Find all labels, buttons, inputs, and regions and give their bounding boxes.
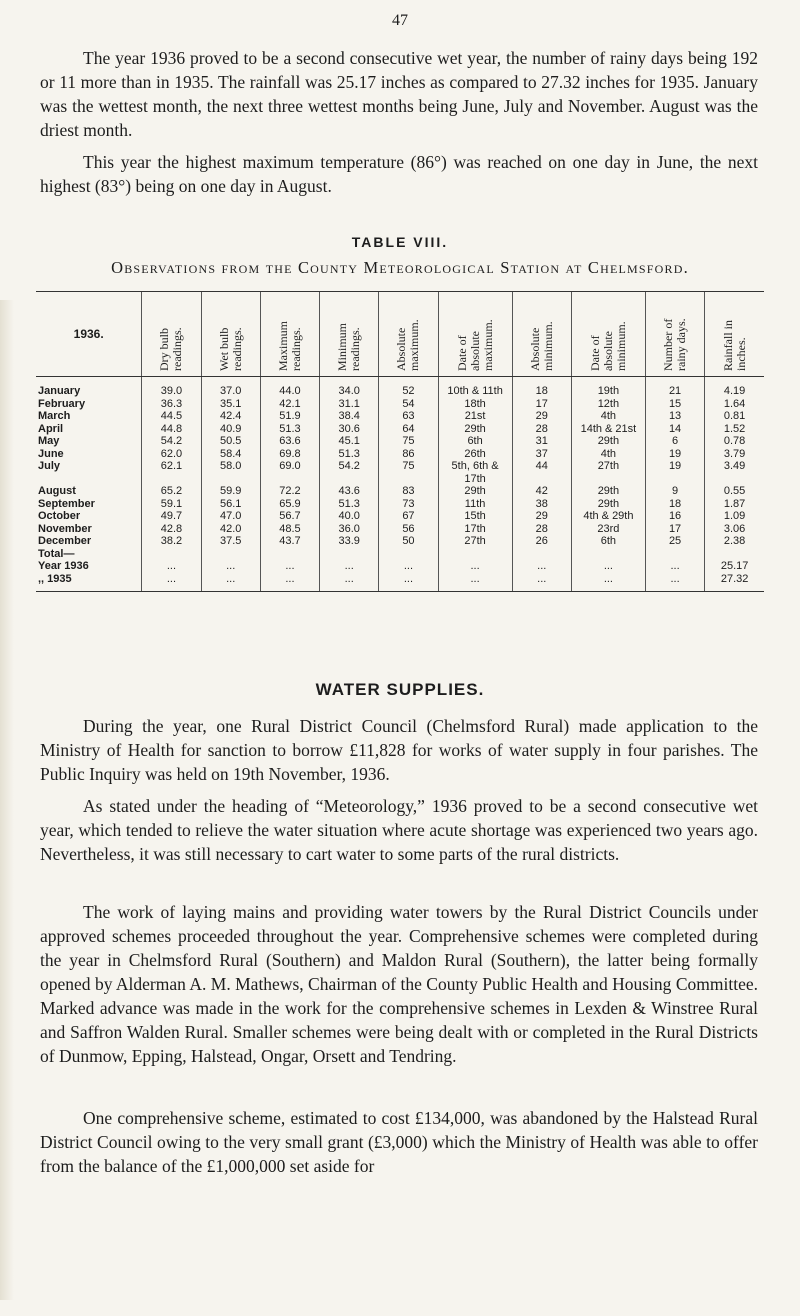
meteorological-table	[36, 291, 764, 592]
table-subtitle: Observations from the County Meteorological Station at Chelmsford.	[111, 258, 689, 277]
table-cell: 64	[379, 423, 438, 436]
month-label: October	[38, 510, 81, 522]
table-cell: 9	[645, 485, 704, 498]
table-cell: 0.55	[705, 485, 764, 498]
month-label: April	[38, 422, 64, 435]
column-header	[438, 292, 512, 377]
table-cell: 40.9	[201, 423, 260, 436]
table-cell: 29	[512, 510, 571, 523]
table-cell: 65.2	[142, 485, 201, 498]
table-cell: 42	[512, 485, 571, 498]
table-cell: 65.9	[260, 498, 319, 511]
table-cell: 63	[379, 410, 438, 423]
table-cell: 69.8	[260, 448, 319, 461]
column-header-label: Absolute maximum.	[394, 319, 422, 371]
table-cell: 18th	[438, 398, 512, 411]
blank-cell: ...	[512, 573, 571, 592]
table-header-row	[36, 292, 764, 377]
table-cell: 15th	[438, 510, 512, 523]
table-cell: 58.4	[201, 448, 260, 461]
total-rainfall: 25.17	[705, 560, 764, 573]
blank-cell: ...	[201, 560, 260, 573]
page-binding-shadow	[0, 300, 14, 1300]
table-cell: 18	[512, 377, 571, 398]
table-cell: 58.0	[201, 460, 260, 485]
total-row	[36, 560, 764, 573]
table-cell: 51.3	[320, 448, 379, 461]
table-cell: 0.78	[705, 435, 764, 448]
blank-cell: ...	[142, 560, 201, 573]
table-row	[36, 498, 764, 511]
total-year-label: ,, 1935	[36, 573, 142, 592]
column-header-label: Wet bulb readings.	[216, 327, 244, 371]
blank-cell: ...	[438, 560, 512, 573]
column-header	[260, 292, 319, 377]
total-row	[36, 573, 764, 592]
intro-paragraph-temperature: This year the highest maximum temperature (86°) was reached on one day in June, the next highest (83°) being on one day in August.	[40, 152, 758, 196]
total-label: Total—	[38, 547, 75, 560]
table-cell: 56.1	[201, 498, 260, 511]
month-label: March	[38, 410, 71, 422]
table-cell: 51.3	[320, 498, 379, 511]
table-cell: 63.6	[260, 435, 319, 448]
blank-cell: ...	[571, 560, 645, 573]
table-cell: 4th	[571, 410, 645, 423]
table-cell: 29th	[438, 423, 512, 436]
blank-cell: ...	[379, 560, 438, 573]
section-heading: WATER SUPPLIES.	[315, 680, 485, 699]
table-cell: 29th	[438, 485, 512, 498]
table-row	[36, 398, 764, 411]
table-cell: 40.0	[320, 510, 379, 523]
blank-cell: ...	[260, 573, 319, 592]
table-cell: 48.5	[260, 523, 319, 536]
table-cell: 83	[379, 485, 438, 498]
body-paragraph-meteorology: As stated under the heading of “Meteorology,” 1936 proved to be a second consecutive wet year, which tended to relieve the water situation where acute shortage was experienced two years ago. Nevertheless, it was still necessary to cart water to some parts of the rural districts.	[40, 796, 758, 864]
blank-cell: ...	[645, 560, 704, 573]
column-header-label: Maximum readings.	[275, 321, 303, 371]
table-cell: 31	[512, 435, 571, 448]
table-cell: 6th	[571, 535, 645, 548]
table-cell: 26	[512, 535, 571, 548]
column-header	[512, 292, 571, 377]
blank-cell: ...	[320, 573, 379, 592]
table-cell: 59.1	[142, 498, 201, 511]
table-cell: 72.2	[260, 485, 319, 498]
table-cell: 28	[512, 523, 571, 536]
table-cell: 36.3	[142, 398, 201, 411]
table-cell: 3.79	[705, 448, 764, 461]
table-cell: 1.52	[705, 423, 764, 436]
column-header	[645, 292, 704, 377]
table-cell: 17	[512, 398, 571, 411]
table-row	[36, 485, 764, 498]
month-label: August	[38, 485, 76, 497]
table-cell: 19th	[571, 377, 645, 398]
table-cell: 1.09	[705, 510, 764, 523]
table-cell: 34.0	[320, 377, 379, 398]
table-cell: 15	[645, 398, 704, 411]
column-header	[379, 292, 438, 377]
table-cell: 69.0	[260, 460, 319, 485]
table-cell: 44.8	[142, 423, 201, 436]
month-label: June	[38, 447, 64, 460]
body-paragraph-abandoned-scheme: One comprehensive scheme, estimated to cost £134,000, was abandoned by the Halstead Rural District Council owing to the very small grant (£3,000) which the Ministry of Health was able to offer from the balance of the £1,000,000 set aside for	[40, 1108, 758, 1176]
table-cell: 39.0	[142, 377, 201, 398]
table-cell: 28	[512, 423, 571, 436]
table-cell: 62.0	[142, 448, 201, 461]
table-row	[36, 523, 764, 536]
month-label: January	[38, 385, 81, 397]
table-cell: 54.2	[142, 435, 201, 448]
table-cell: 52	[379, 377, 438, 398]
table-cell: 6	[645, 435, 704, 448]
table-cell: 49.7	[142, 510, 201, 523]
blank-cell: ...	[571, 573, 645, 592]
column-header	[320, 292, 379, 377]
table-row	[36, 535, 764, 548]
body-paragraph-application: During the year, one Rural District Council (Chelmsford Rural) made application to the Ministry of Health for sanction to borrow £11,828 for works of water supply in four parishes. The Public Inquiry was held on 19th November, 1936.	[40, 716, 758, 784]
table-cell: 30.6	[320, 423, 379, 436]
month-label: September	[38, 497, 95, 510]
table-cell: 37.0	[201, 377, 260, 398]
table-cell: 43.7	[260, 535, 319, 548]
table-row	[36, 377, 764, 398]
blank-cell: ...	[438, 573, 512, 592]
table-cell: 33.9	[320, 535, 379, 548]
table-cell: 0.81	[705, 410, 764, 423]
table-cell: 5th, 6th & 17th	[438, 460, 512, 485]
table-cell: 19	[645, 460, 704, 485]
total-rainfall: 27.32	[705, 573, 764, 592]
column-header-label: Date of absolute maximum.	[454, 319, 495, 371]
table-cell: 21st	[438, 410, 512, 423]
table-cell: 11th	[438, 498, 512, 511]
table-cell: 27th	[438, 535, 512, 548]
column-header	[201, 292, 260, 377]
table-cell: 56	[379, 523, 438, 536]
table-cell: 31.1	[320, 398, 379, 411]
blank-cell: ...	[201, 573, 260, 592]
table-cell: 29	[512, 410, 571, 423]
column-header-label: Minimum readings.	[335, 322, 363, 371]
table-cell: 37.5	[201, 535, 260, 548]
table-cell: 44.0	[260, 377, 319, 398]
table-cell: 38.2	[142, 535, 201, 548]
table-row	[36, 435, 764, 448]
table-row	[36, 460, 764, 485]
table-cell: 29th	[571, 485, 645, 498]
table-cell: 14th & 21st	[571, 423, 645, 436]
month-label: December	[38, 535, 92, 547]
table-cell: 36.0	[320, 523, 379, 536]
table-cell: 14	[645, 423, 704, 436]
intro-paragraph-rainfall: The year 1936 proved to be a second consecutive wet year, the number of rainy days being 192 or 11 more than in 1935. The rainfall was 25.17 inches as compared to 27.32 inches for 1935. January was the wettest month, the next three wettest months being June, July and November. August was the driest month.	[40, 48, 758, 140]
page-number: 47	[392, 12, 408, 29]
table-cell: 51.3	[260, 423, 319, 436]
table-cell: 13	[645, 410, 704, 423]
table-cell: 17th	[438, 523, 512, 536]
table-cell: 38	[512, 498, 571, 511]
body-paragraph-schemes: The work of laying mains and providing water towers by the Rural District Councils under approved schemes proceeded throughout the year. Comprehensive schemes were completed during the year in Chelmsford Rural (Southern) and Maldon Rural (Southern), the latter being formally opened by Alderman A. M. Mathews, Chairman of the County Public Health and Housing Committee. Marked advance was made in the work for the comprehensive schemes in Lexden & Winstree Rural and Saffron Walden Rural. Smaller schemes were being dealt with or completed in the Rural Districts of Dunmow, Epping, Halstead, Ongar, Orsett and Tendring.	[40, 902, 758, 1066]
table-cell: 54.2	[320, 460, 379, 485]
table-cell: 59.9	[201, 485, 260, 498]
table-cell: 43.6	[320, 485, 379, 498]
table-cell: 6th	[438, 435, 512, 448]
column-header-label: Dry bulb readings.	[157, 327, 185, 371]
table-cell: 3.49	[705, 460, 764, 485]
table-cell: 47.0	[201, 510, 260, 523]
table-cell: 3.06	[705, 523, 764, 536]
column-header-label: Absolute minimum.	[527, 321, 555, 371]
table-cell: 10th & 11th	[438, 377, 512, 398]
table-cell: 4.19	[705, 377, 764, 398]
table-cell: 38.4	[320, 410, 379, 423]
table-cell: 44	[512, 460, 571, 485]
table-cell: 50	[379, 535, 438, 548]
table-cell: 12th	[571, 398, 645, 411]
table-cell: 16	[645, 510, 704, 523]
blank-cell: ...	[645, 573, 704, 592]
table-cell: 86	[379, 448, 438, 461]
table-cell: 17	[645, 523, 704, 536]
month-label: February	[38, 397, 86, 410]
blank-cell: ...	[320, 560, 379, 573]
table-cell: 62.1	[142, 460, 201, 485]
table-row	[36, 423, 764, 436]
table-cell: 1.87	[705, 498, 764, 511]
table-cell: 1.64	[705, 398, 764, 411]
column-header	[705, 292, 764, 377]
table-cell: 35.1	[201, 398, 260, 411]
table-cell: 23rd	[571, 523, 645, 536]
table-cell: 18	[645, 498, 704, 511]
blank-cell: ...	[142, 573, 201, 592]
table-cell: 27th	[571, 460, 645, 485]
table-cell: 42.0	[201, 523, 260, 536]
table-row	[36, 510, 764, 523]
total-label-row	[36, 548, 764, 561]
table-cell: 75	[379, 460, 438, 485]
table-cell: 45.1	[320, 435, 379, 448]
column-header-label: Rainfall in inches.	[720, 320, 748, 371]
table-cell: 51.9	[260, 410, 319, 423]
table-cell: 50.5	[201, 435, 260, 448]
table-cell: 2.38	[705, 535, 764, 548]
table-label: TABLE VIII.	[351, 234, 449, 250]
table-cell: 42.8	[142, 523, 201, 536]
table-cell: 4th	[571, 448, 645, 461]
column-header-label: Number of rainy days.	[661, 318, 689, 371]
table-cell: 29th	[571, 435, 645, 448]
table-row	[36, 448, 764, 461]
table-cell: 19	[645, 448, 704, 461]
table-cell: 21	[645, 377, 704, 398]
year-header: 1936.	[36, 292, 142, 377]
table-cell: 37	[512, 448, 571, 461]
month-label: May	[38, 435, 60, 447]
table-cell: 42.4	[201, 410, 260, 423]
table-cell: 25	[645, 535, 704, 548]
month-label: July	[38, 460, 61, 472]
total-year-label: Year 1936	[38, 560, 89, 572]
column-header	[571, 292, 645, 377]
blank-cell: ...	[260, 560, 319, 573]
month-label: November	[38, 522, 92, 535]
table-row	[36, 410, 764, 423]
table-cell: 56.7	[260, 510, 319, 523]
table-cell: 75	[379, 435, 438, 448]
table-cell: 26th	[438, 448, 512, 461]
table-cell: 4th & 29th	[571, 510, 645, 523]
table-cell: 54	[379, 398, 438, 411]
table-cell: 44.5	[142, 410, 201, 423]
table-cell: 67	[379, 510, 438, 523]
table-cell: 42.1	[260, 398, 319, 411]
column-header-label: Date of absolute minimum.	[587, 321, 628, 371]
blank-cell: ...	[512, 560, 571, 573]
table-cell: 73	[379, 498, 438, 511]
column-header	[142, 292, 201, 377]
table-cell: 29th	[571, 498, 645, 511]
blank-cell: ...	[379, 573, 438, 592]
